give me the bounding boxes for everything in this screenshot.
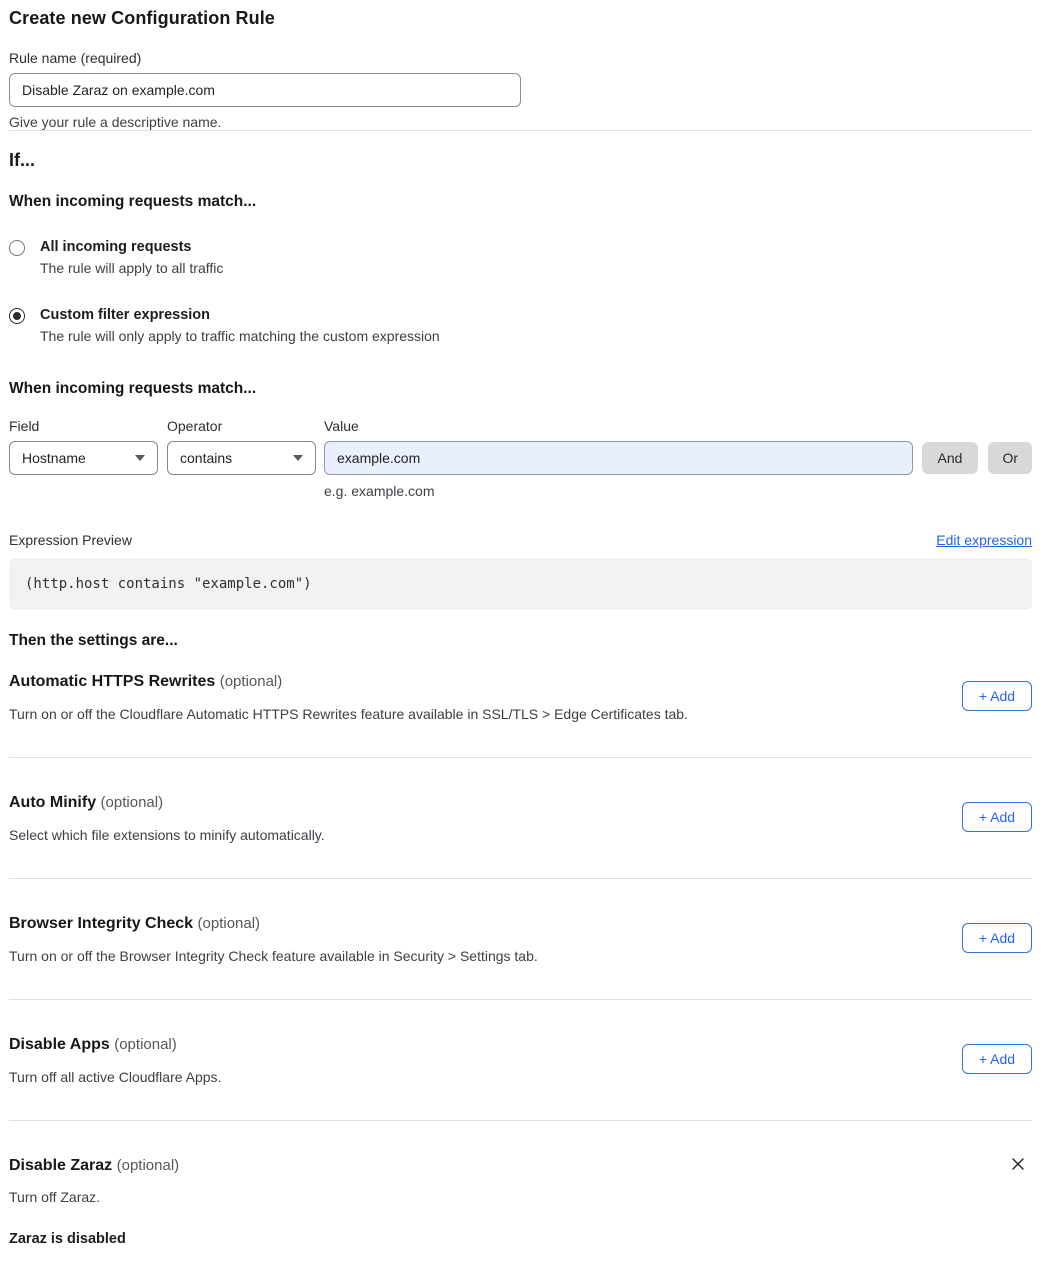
rule-name-input[interactable] [9,73,521,107]
setting-title: Browser Integrity Check [9,915,194,932]
setting-optional-tag: (optional) [197,915,261,932]
rule-name-helper: Give your rule a descriptive name. [9,114,222,130]
filter-builder-heading: When incoming requests match... [9,380,257,397]
radio-option-label: All incoming requests [40,239,192,255]
chevron-down-icon [293,455,303,461]
setting-texts [9,915,538,964]
expression-preview-box [9,558,1032,610]
or-button[interactable]: Or [988,442,1032,474]
setting-texts [9,1036,221,1085]
setting-description: Turn on or off the Cloudflare Automatic HTTPS Rewrites feature available in SSL/TLS > Edge Certificates tab. [9,706,688,722]
radio-unselected-icon[interactable] [9,240,25,256]
setting-description: Turn on or off the Browser Integrity Check feature available in Security > Settings tab. [9,948,538,964]
field-select[interactable] [9,441,158,475]
expression-code: (http.host contains "example.com") [25,576,312,592]
edit-expression-link[interactable]: Edit expression [936,532,1032,548]
chevron-down-icon [135,455,145,461]
then-settings-heading: Then the settings are... [9,632,178,649]
setting-title: Disable Apps [9,1036,110,1053]
field-select-value: Hostname [22,450,86,466]
setting-row-automatic-https-rewrites [9,650,1032,758]
add-automatic-https-rewrites-button[interactable]: + Add [962,681,1032,711]
if-heading: If... [9,150,35,170]
close-icon[interactable] [1009,1155,1027,1173]
radio-option-texts [40,239,223,276]
zaraz-description: Turn off Zaraz. [9,1189,101,1205]
setting-row-disable-apps [9,1000,1032,1121]
setting-optional-tag: (optional) [116,1157,180,1174]
field-label: Field [9,418,40,434]
radio-option-description: The rule will apply to all traffic [40,260,224,276]
value-label: Value [324,418,359,434]
value-helper: e.g. example.com [324,483,435,499]
setting-description: Turn off all active Cloudflare Apps. [9,1069,222,1085]
radio-option-description: The rule will only apply to traffic matching the custom expression [40,328,440,344]
setting-title: Disable Zaraz [9,1157,113,1174]
operator-select[interactable] [167,441,316,475]
setting-optional-tag: (optional) [114,1036,177,1053]
match-subheading: When incoming requests match... [9,193,257,210]
radio-selected-icon[interactable] [9,308,25,324]
radio-option-label: Custom filter expression [40,307,211,323]
operator-label: Operator [167,418,223,434]
setting-row-browser-integrity-check [9,879,1032,1000]
filter-builder-row [9,441,1032,475]
zaraz-title-row [9,1157,1032,1175]
radio-option-texts [40,307,440,344]
radio-option-all-requests[interactable] [9,239,1032,276]
setting-row-disable-zaraz [9,1121,1032,1247]
expression-preview-header [9,532,1032,548]
section-divider [9,130,1032,131]
radio-option-custom-filter[interactable] [9,307,1032,344]
setting-optional-tag: (optional) [100,794,164,811]
setting-row-auto-minify [9,758,1032,879]
add-browser-integrity-check-button[interactable]: + Add [962,923,1032,953]
add-auto-minify-button[interactable]: + Add [962,802,1032,832]
and-button[interactable]: And [922,442,979,474]
setting-texts [9,794,325,843]
filter-builder-labels [9,418,1032,434]
operator-select-value: contains [180,450,233,466]
setting-optional-tag: (optional) [219,673,283,690]
setting-description: Select which file extensions to minify automatically. [9,827,325,843]
rule-name-label: Rule name (required) [9,50,142,66]
setting-title: Automatic HTTPS Rewrites [9,673,216,690]
value-input[interactable] [324,441,913,475]
page-title: Create new Configuration Rule [9,8,275,28]
setting-texts [9,673,688,722]
expression-preview-label: Expression Preview [9,532,132,548]
zaraz-status-text: Zaraz is disabled [9,1231,126,1247]
setting-title: Auto Minify [9,794,97,811]
add-disable-apps-button[interactable]: + Add [962,1044,1032,1074]
